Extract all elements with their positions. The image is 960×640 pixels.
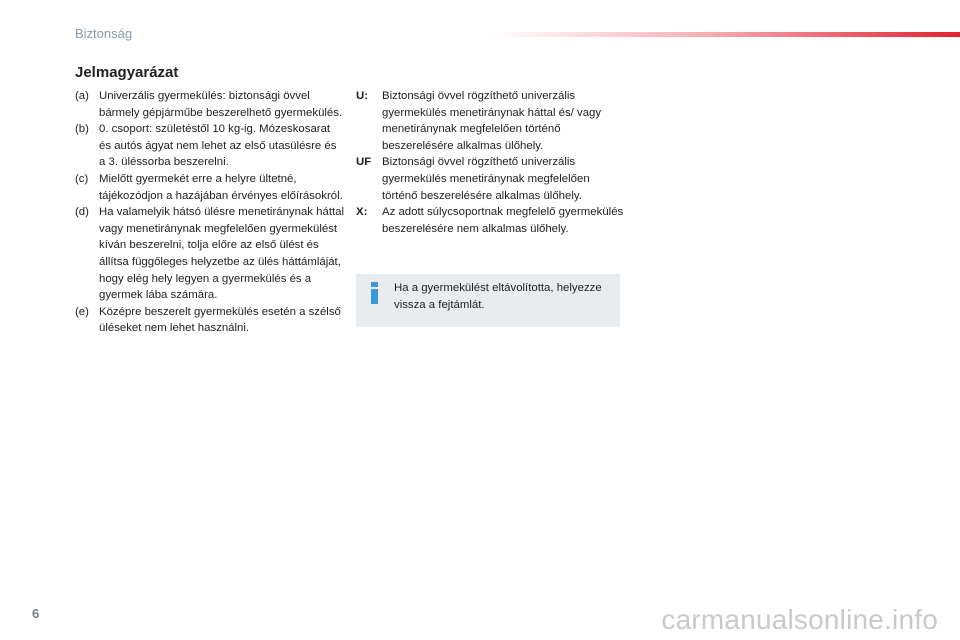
legend-item-b [75, 121, 345, 171]
watermark: carmanualsonline.info [661, 604, 938, 635]
legend-mark: (d) [75, 206, 89, 219]
legend-mark: UF [356, 156, 372, 169]
legend-mark: U: [356, 90, 369, 102]
legend-item-d [75, 204, 345, 304]
legend-text: Az adott súlycsoportnak megfelelő gyermekülés beszerelésére nem alkalmas ülőhely. [382, 206, 624, 235]
legend-text: Biztonsági övvel rögzíthető univerzális gyermekülés menetiránynak megfelelően történő beszerelésére alkalmas ülőhely. [382, 156, 590, 202]
legend-text: Ha valamelyik hátsó ülésre menetiránynak háttal vagy menetiránynak megfelelően gyermekülést kíván beszerelni, tolja előre az első ülést és állítsa függőleges helyzetbe az ülés háttámláját, hogy elég hely legyen a gyermekülés és a gyermek lába számára. [99, 206, 345, 302]
legend-item-u [356, 88, 626, 154]
legend-text: 0. csoport: születéstől 10 kg-ig. Mózeskosarat és autós ágyat nem lehet az első utasülésre és a 3. üléssorba beszerelni. [99, 123, 337, 169]
legend-mark: (c) [75, 172, 89, 185]
header-accent-bar [490, 32, 960, 37]
legend-right-column [356, 88, 626, 237]
legend-text: Univerzális gyermekülés: biztonsági övvel bármely gépjárműbe beszerelhető gyermekülés. [99, 90, 343, 119]
legend-item-e [75, 304, 345, 337]
page-title: Jelmagyarázat [75, 64, 179, 81]
info-icon [370, 282, 379, 304]
legend-item-c [75, 171, 345, 204]
legend-text: Mielőtt gyermekét erre a helyre ültetné, tájékozódjon a hazájában érvényes előírásokról. [99, 172, 343, 202]
info-box [356, 274, 620, 327]
legend-mark: (a) [75, 90, 89, 102]
legend-item-a [75, 88, 345, 121]
page-number: 6 [32, 606, 40, 621]
info-text: Ha a gyermekülést eltávolította, helyezze vissza a fejtámlát. [394, 282, 602, 311]
legend-item-x [356, 204, 626, 237]
legend-item-uf [356, 154, 626, 204]
legend-mark: (e) [75, 305, 89, 318]
legend-mark: (b) [75, 123, 89, 136]
legend-text: Biztonsági övvel rögzíthető univerzális gyermekülés menetiránynak háttal és/ vagy menetiránynak megfelelően történő beszerelésére alkalmas ülőhely. [382, 90, 602, 152]
legend-mark: X: [356, 206, 368, 219]
legend-left-column [75, 88, 345, 337]
section-header: Biztonság [75, 26, 133, 41]
legend-text: Középre beszerelt gyermekülés esetén a szélső üléseket nem lehet használni. [99, 305, 341, 335]
